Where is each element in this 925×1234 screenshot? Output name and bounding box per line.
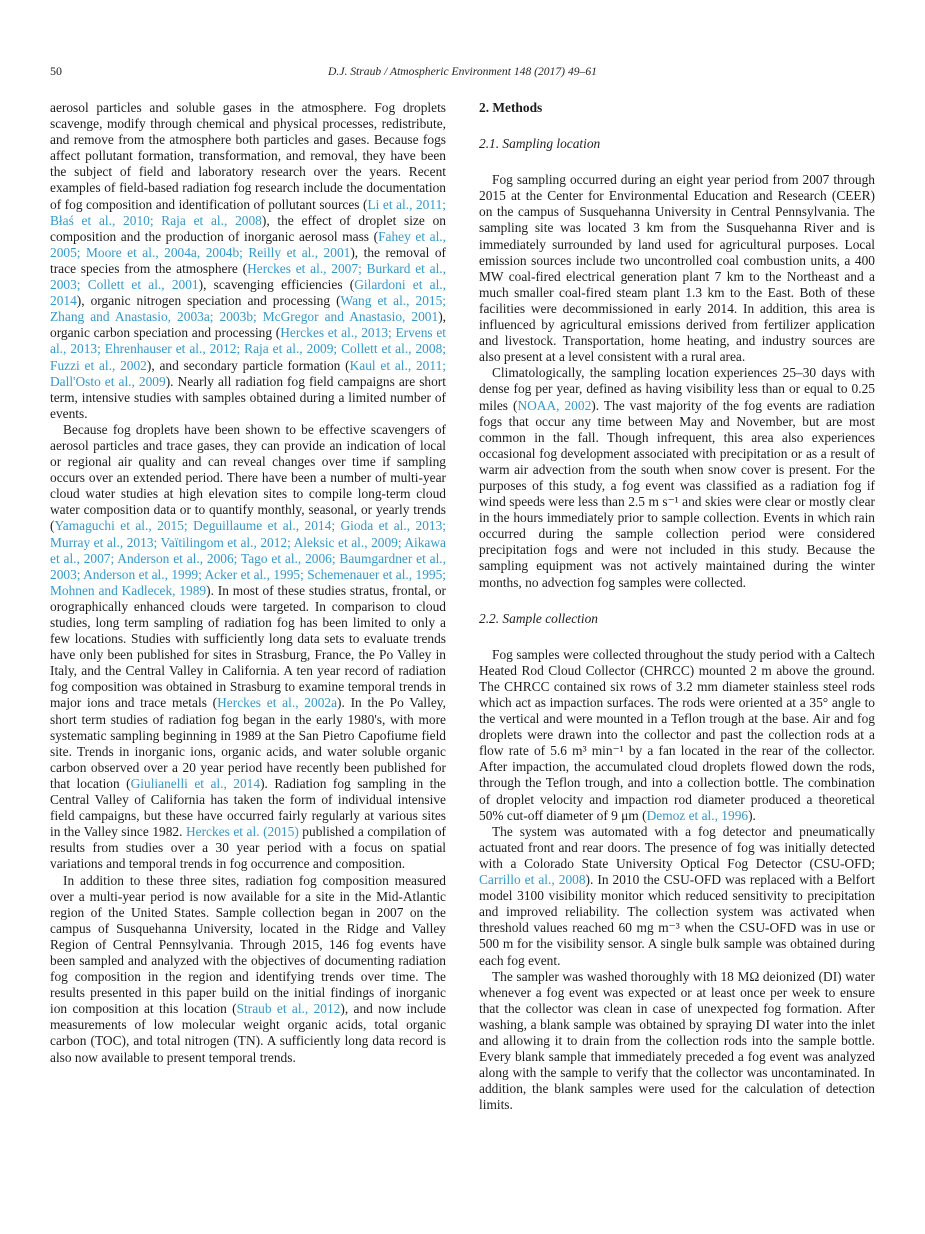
paragraph: Because fog droplets have been shown to be effective scavengers of aerosol particles and trace gases, they can provide an indication of local or regional air quality and can reveal changes over time if sampling occurs over an extended period. There have been a number of multi-year cloud water studies at high elevation sites to compile long-term cloud water composition data or to quantify monthly, seasonal, or yearly trends (Yamaguchi et al., 2015; Deguillaume et al., 2014; Gioda et al., 2013; Murray et al., 2013; Vaïtilingom et al., 2012; Aleksic et al., 2009; Aikawa et al., 2007; Anderson et al., 2006; Tago et al., 2006; Baumgardner et al., 2003; Anderson et al., 1999; Acker et al., 1995; Schemenauer et al., 1995; Mohnen and Kadlecek, 1989). In most of these studies stratus, frontal, or orographically enhanced clouds were targeted. In comparison to cloud studies, long term sampling of radiation fog has been limited to only a few locations. Studies with sufficiently long data sets to evaluate trends have only been published for sites in Strasburg, France, the Po Valley in Italy, and the Central Valley in California. A ten year record of radiation fog composition was obtained in Strasburg to examine temporal trends in major ions and trace metals (Herckes et al., 2002a). In the Po Valley, short term studies of radiation fog began in the early 1980's, with more systematic sampling beginning in 1989 at the San Pietro Capofiume field site. Trends in inorganic ions, organic acids, and water soluble organic carbon observed over a 20 year period have recently been published for that location (Giulianelli et al., 2014). Radiation fog sampling in the Central Valley of California has taken the form of individual intensive field campaigns, but these have occurred fairly regularly at various sites in the Valley since 1982. Herckes et al. (2015) published a compilation of results from studies over a 30 year period with a focus on spatial variations and temporal trends in fog occurrence and composition. (50, 421, 447, 872)
citation-link[interactable]: Demoz et al., 1996 (646, 807, 749, 823)
citation-link[interactable]: Gilardoni et al., 2014 (50, 277, 446, 309)
paragraph: aerosol particles and soluble gases in the atmosphere. Fog droplets scavenge, modify through chemical and physical processes, redistribute, and remove from the atmosphere both particles and gases. Because fogs affect pollutant formation, transformation, and removal, they have been the subject of field and laboratory research over the years. Recent examples of field-based radiation fog research include the documentation of fog composition and identification of pollutant sources (Li et al., 2011; Błaś et al., 2010; Raja et al., 2008), the effect of droplet size on composition and the production of inorganic aerosol mass (Fahey et al., 2005; Moore et al., 2004a, 2004b; Reilly et al., 2001), the removal of trace species from the atmosphere (Herckes et al., 2007; Burkard et al., 2003; Collett et al., 2001), scavenging efficiencies (Gilardoni et al., 2014), organic nitrogen speciation and processing (Wang et al., 2015; Zhang and Anastasio, 2003a; 2003b; McGregor and Anastasio, 2001), organic carbon speciation and processing (Herckes et al., 2013; Ervens et al., 2013; Ehrenhauser et al., 2012; Raja et al., 2009; Collett et al., 2008; Fuzzi et al., 2002), and secondary particle formation (Kaul et al., 2011; Dall'Osto et al., 2009). Nearly all radiation fog field campaigns are short term, intensive studies with samples obtained during a limited number of events. (50, 100, 447, 421)
subsection-heading-sample-collection: 2.2. Sample collection (479, 610, 598, 626)
citation-link[interactable]: Li et al., 2011; Błaś et al., 2010; Raja et al., 2008 (50, 196, 446, 228)
paragraph: The system was automated with a fog detector and pneumatically actuated front and rear doors. The presence of fog was initially detected with a Colorado State University Optical Fog Detector (CSU-OFD; Carrillo et al., 2008). In 2010 the CSU-OFD was replaced with a Belfort model 3100 visibility monitor which reduced sensitivity to precipitation and improved reliability. The collection system was activated when threshold values reached 60 mg m⁻³ when the CSU-OFD was in use or 500 m for the visibility sensor. A single bulk sample was obtained during each fog event. (479, 823, 875, 968)
citation-link[interactable]: Herckes et al., 2007; Burkard et al., 2003; Collett et al., 2001 (50, 260, 446, 293)
paragraph: Fog sampling occurred during an eight year period from 2007 through 2015 at the Center for Environmental Education and Research (CEER) on the campus of Susquehanna University in Central Pennsylvania. The sampling site was located 3 km from the Susquehanna River and is immediately surrounded by land used for agricultural purposes. Local emission sources include two uncontrolled coal combustion units, a 400 MW coal-fired electrical generation plant 7 km to the Northeast and a much smaller coal-fired steam plant 1.3 km to the East. Both of these facilities were decommissioned in early 2014. In addition, this area is influenced by agricultural emissions derived from fertilizer application and livestock. Transportation, home heating, and industry sources are also present at a level consistent with a rural area. (479, 172, 875, 365)
paragraph: Fog samples were collected throughout the study period with a Caltech Heated Rod Cloud Collector (CHRCC) mounted 2 m above the ground. The CHRCC contained six rows of 3.2 mm diameter stainless steel rods which act as impaction surfaces. The rods were oriented at a 35° angle to the vertical and were mounted in a Teflon trough at the base. Air and fog droplets were drawn into the collector and past the collection rods at a flow rate of 5.6 m³ min⁻¹ by a fan located in the rear of the collector. After impaction, the accumulated cloud droplets flowed down the rods, through the Teflon trough, and into a collection bottle. The combination of droplet velocity and impaction rod diameter produced a theoretical 50% cut-off diameter of 9 μm (Demoz et al., 1996). (479, 646, 875, 823)
citation-link[interactable]: Kaul et al., 2011; Dall'Osto et al., 2009 (50, 357, 446, 389)
right-column (479, 100, 875, 1113)
running-head: D.J. Straub / Atmospheric Environment 148 (2017) 49–61 (328, 65, 597, 78)
subsection-heading-sampling-location: 2.1. Sampling location (479, 136, 601, 152)
citation-link[interactable]: Carrillo et al., 2008 (479, 872, 586, 888)
page-header (50, 64, 875, 79)
citation-link[interactable]: Wang et al., 2015; Zhang and Anastasio, 2003a; 2003b; McGregor and Anastasio, 2001 (50, 293, 447, 325)
paragraph: Climatologically, the sampling location experiences 25–30 days with dense fog per year, defined as having visibility less than or equal to 0.25 miles (NOAA, 2002). The vast majority of the fog events are radiation fogs that occur any time between May and November, but are most common in the fall. Though infrequent, this area also experiences occasional fog development associated with precipitation or as a result of warm air advection from the south when snow cover is present. For the purposes of this study, a fog event was classified as a radiation fog if wind speeds were less than 2.5 m s⁻¹ and skies were clear or mostly clear in the hours immediately prior to sample collection. Events in which rain occurred during the sample collection period were considered precipitation fogs and were not included in this study. Because the sampling equipment was not actively maintained during the winter months, no advection fog samples were collected. (479, 365, 875, 590)
citation-link[interactable]: NOAA, 2002 (517, 397, 592, 413)
paragraph: The sampler was washed thoroughly with 18 MΩ deionized (DI) water whenever a fog event was expected or at least once per week to ensure that the collector was clean in case of unexpected fog formation. After washing, a blank sample was obtained by spraying DI water into the inlet and allowing it to drain from the collection rods into the sample bottle. Every blank sample that immediately preceded a fog event was analyzed along with the sample to verify that the collector was uncontaminated. In addition, the blank samples were used for the calculation of detection limits. (479, 968, 875, 1113)
citation-link[interactable]: Herckes et al., 2002a (217, 695, 338, 711)
citation-link[interactable]: Yamaguchi et al., 2015; Deguillaume et al., 2014; Gioda et al., 2013; Murray et al., 2013; Vaïtilingom et al., 2012; Aleksic et al., 2009; Aikawa et al., 2007; Anderson et al., 2006; Tago et al., 2006; Baumgardner et al., 2003; Anderson et al., 1999; Acker et al., 1995; Schemenauer et al., 1995; Mohnen and Kadlecek, 1989 (50, 518, 446, 598)
citation-link[interactable]: Fahey et al., 2005; Moore et al., 2004a, 2004b; Reilly et al., 2001 (50, 228, 446, 260)
citation-link[interactable]: Giulianelli et al., 2014 (130, 775, 261, 791)
left-column (50, 100, 446, 1113)
page-number: 50 (50, 64, 62, 78)
paragraph: In addition to these three sites, radiation fog composition measured over a multi-year period is now available for a site in the Mid-Atlantic region of the United States. Sample collection began in 2007 on the campus of Susquehanna University, located in the Ridge and Valley Region of Central Pennsylvania. Through 2015, 146 fog events have been sampled and analyzed with the objectives of documenting radiation fog composition in the region and identifying trends over time. The results presented in this paper build on the initial findings of inorganic ion composition at this location (Straub et al., 2012), and now include measurements of low molecular weight organic acids, total organic carbon (TOC), and total nitrogen (TN). A sufficiently long data record is also now available to present temporal trends. (50, 872, 446, 1065)
two-column-body (50, 100, 875, 1113)
citation-link[interactable]: Herckes et al. (2015) (185, 824, 299, 840)
citation-link[interactable]: Herckes et al., 2013; Ervens et al., 2013; Ehrenhauser et al., 2012; Raja et al., 2009; Collett et al., 2008; Fuzzi et al., 2002 (50, 325, 446, 373)
citation-link[interactable]: Straub et al., 2012 (236, 1001, 341, 1017)
section-heading-methods: 2. Methods (479, 100, 543, 115)
